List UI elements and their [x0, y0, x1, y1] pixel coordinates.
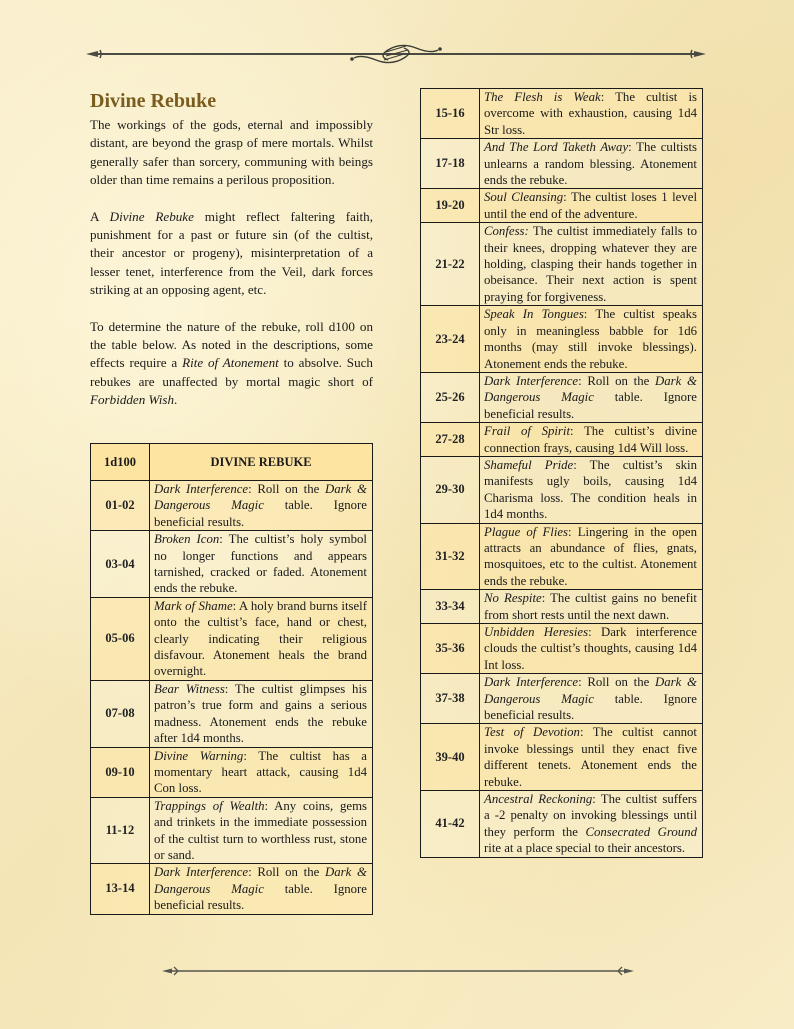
effect-name: Bear Witness — [154, 681, 225, 696]
effect-text-tail: rite at a place special to their ancestors. — [484, 841, 686, 856]
effect-name: Shameful Pride — [484, 457, 574, 472]
roll-range-cell: 35-36 — [421, 624, 480, 674]
table-row — [91, 747, 373, 797]
roll-range-cell: 27-28 — [421, 423, 480, 457]
table-row — [421, 89, 703, 139]
effect-name: Dark Interference — [484, 373, 579, 388]
effect-description-cell — [480, 523, 703, 590]
effect-name: Frail of Spirit — [484, 424, 571, 439]
effect-description-cell — [150, 481, 373, 531]
effect-description-cell — [480, 139, 703, 189]
effect-reference: Dark & Dangerous Magic — [154, 482, 368, 513]
effect-name: Dark Interference — [154, 865, 249, 880]
effect-description-cell — [150, 597, 373, 680]
table-row — [421, 139, 703, 189]
effect-text: : The cultists unlearns a random blessing. Atonement ends the rebuke. — [484, 140, 697, 188]
effect-description-cell — [480, 724, 703, 791]
table-row — [421, 674, 703, 724]
effect-name: Ancestral Reckoning — [484, 792, 593, 807]
effect-description-cell — [480, 189, 703, 223]
effect-description-cell — [150, 747, 373, 797]
effect-description-cell — [480, 372, 703, 422]
effect-name: The Flesh is Weak — [484, 90, 601, 104]
roll-range-cell: 31-32 — [421, 523, 480, 590]
effect-name: Dark Interference — [154, 482, 249, 496]
table-row — [91, 864, 373, 914]
roll-range-cell: 11-12 — [91, 797, 150, 864]
effect-name: Speak In Tongues — [484, 307, 584, 322]
effect-text-tail: table. Ignore beneficial results. — [154, 498, 367, 529]
roll-range-cell: 21-22 — [421, 223, 480, 306]
effect-text: : The cultist speaks only in meaningless babble for 1d6 months (may still invoke blessings). Atonement ends the rebuke. — [484, 307, 697, 371]
intro-paragraph: The workings of the gods, eternal and impossibly distant, are beyond the grasp of mere mortals. Whilst generally safer than sorcery, communing with beings older than time remains a perilous proposition. — [90, 117, 373, 188]
table-row — [91, 481, 373, 531]
table-row — [421, 372, 703, 422]
table-row — [421, 223, 703, 306]
effect-description-cell — [150, 864, 373, 914]
text-span: To determine the nature of the rebuke, roll d100 on the table below. As noted in the descriptions, some effects require a — [90, 318, 373, 371]
table-row — [421, 306, 703, 373]
table-row — [91, 680, 373, 747]
effect-text-tail: table. Ignore beneficial results. — [484, 390, 697, 421]
effect-description-cell — [480, 223, 703, 306]
effect-name: Divine Warning — [154, 748, 244, 763]
roll-range-cell: 03-04 — [91, 531, 150, 598]
effect-text-tail: table. Ignore beneficial results. — [154, 881, 367, 913]
effect-description-cell — [150, 680, 373, 747]
roll-instructions-paragraph — [90, 318, 373, 410]
roll-range-cell: 05-06 — [91, 597, 150, 680]
roll-range-cell: 23-24 — [421, 306, 480, 373]
table-row — [421, 724, 703, 791]
effect-name: Unbidden Heresies — [484, 625, 589, 639]
effect-name: Dark Interference — [484, 675, 579, 690]
effect-description-cell — [480, 89, 703, 139]
effect-text: The cultist immediately falls to their knees, dropping whatever they are holding, clasping their hands together in obeisance. Their next action is spent praying for forgiveness. — [484, 224, 697, 304]
effect-description-cell — [480, 590, 703, 624]
table-row — [91, 531, 373, 598]
table-row — [421, 423, 703, 457]
effect-description-cell — [480, 674, 703, 724]
text-span: to absolve. Such rebukes are unaffected by mortal magic short of — [90, 355, 373, 389]
table-row — [421, 590, 703, 624]
effect-text: : Roll on the — [248, 865, 326, 880]
table-body — [421, 89, 703, 858]
roll-range-cell: 41-42 — [421, 791, 480, 858]
effect-text: : The cultist suffers a -2 penalty on invoking blessings until they perform the — [484, 792, 697, 839]
table-row — [421, 523, 703, 590]
table-body — [91, 481, 373, 915]
effect-name: Soul Cleansing — [484, 190, 564, 205]
roll-range-cell: 17-18 — [421, 139, 480, 189]
effect-name: And The Lord Taketh Away — [484, 140, 629, 155]
effect-text: : Roll on the — [578, 675, 656, 690]
page-title: Divine Rebuke — [90, 90, 217, 112]
effect-name: Test of Devotion — [484, 725, 580, 740]
italic-term: Forbidden Wish — [90, 392, 175, 408]
effect-name: Mark of Shame — [154, 598, 233, 613]
effect-text: : The cultist’s divine connection frays, causing 1d4 Will loss. — [484, 424, 697, 455]
roll-range-cell: 15-16 — [421, 89, 480, 139]
effect-name: No Respite — [484, 591, 542, 606]
effect-description-cell — [480, 306, 703, 373]
column-header-roll: 1d100 — [91, 444, 150, 481]
table-row — [91, 597, 373, 680]
text-span: . — [174, 392, 178, 408]
text-span: A — [90, 208, 110, 224]
effect-name: Plague of Flies — [484, 524, 569, 539]
roll-range-cell: 13-14 — [91, 864, 150, 914]
effect-name: Broken Icon — [154, 532, 220, 547]
roll-range-cell: 01-02 — [91, 481, 150, 531]
table-row — [421, 189, 703, 223]
effect-text: : Lingering in the open attracts an abundance of flies, gnats, mosquitoes, etc to the cultist. Atonement ends the rebuke. — [484, 524, 697, 588]
roll-range-cell: 29-30 — [421, 456, 480, 523]
table-row — [421, 456, 703, 523]
effect-text: : Any coins, gems and trinkets in the immediate possession of the cultist turn to worthless rust, stone or sand. — [154, 798, 368, 862]
effect-reference: Dark & Dangerous Magic — [484, 675, 698, 706]
effect-text-tail: table. Ignore beneficial results. — [484, 691, 697, 723]
roll-range-cell: 37-38 — [421, 674, 480, 724]
italic-term: Rite of Atonement — [182, 355, 279, 371]
effect-description-cell — [480, 791, 703, 858]
effect-description-cell — [480, 456, 703, 523]
effect-reference: Consecrated Ground — [585, 824, 697, 839]
effect-name: Trappings of Wealth — [154, 798, 265, 813]
table-row — [421, 624, 703, 674]
effect-text: : The cultist glimpses his patron’s true form and gains a serious madness. Atonement ends the rebuke after 1d4 months. — [154, 681, 367, 746]
effect-text: : Roll on the — [248, 482, 326, 496]
text-span: might reflect faltering faith, punishment for a past or future sin (of the cultist, their ancestor or progeny), misinterpretation of a lesser tenet, interference from the Veil, dark forces striking at an opposing agent, etc. — [90, 208, 374, 298]
effect-text: : The cultist’s skin manifests ugly boils, causing 1d4 Charisma loss. The condition heals in 1d4 months. — [484, 457, 697, 522]
roll-range-cell: 09-10 — [91, 747, 150, 797]
divine-rebuke-table-part-2 — [420, 88, 703, 858]
effect-text: : The cultist loses 1 level until the end of the adventure. — [484, 190, 697, 221]
arrow-divider-icon — [162, 962, 634, 980]
table-header-row — [91, 444, 373, 481]
roll-range-cell: 07-08 — [91, 680, 150, 747]
effect-description-cell — [150, 531, 373, 598]
effect-text: : The cultist is overcome with exhaustion, causing 1d4 Str loss. — [484, 90, 697, 137]
effect-reference: Dark & Dangerous Magic — [484, 373, 698, 405]
table-row — [91, 797, 373, 864]
effect-text: : The cultist has a momentary heart attack, causing 1d4 Con loss. — [154, 748, 367, 796]
rebuke-description-paragraph — [90, 208, 373, 300]
effect-text: : The cultist cannot invoke blessings until they enact five different tenets. Atonement ends the rebuke. — [484, 725, 697, 789]
roll-range-cell: 25-26 — [421, 372, 480, 422]
intro-section — [90, 88, 373, 428]
effect-text: : A holy brand burns itself onto the cultist’s face, hand or chest, clearly indicating their religious disfavour. Atonement heals the brand overnight. — [154, 598, 367, 679]
ornamental-divider-icon — [86, 40, 706, 70]
column-header-rebuke: DIVINE REBUKE — [150, 444, 373, 481]
roll-range-cell: 33-34 — [421, 590, 480, 624]
effect-name: Confess: — [484, 224, 529, 239]
effect-description-cell — [480, 423, 703, 457]
effect-description-cell — [150, 797, 373, 864]
effect-reference: Dark & Dangerous Magic — [154, 865, 368, 896]
table-row — [421, 791, 703, 858]
effect-text: : Dark interference clouds the cultist’s thoughts, causing 1d4 Int loss. — [484, 625, 697, 672]
italic-term: Divine Rebuke — [109, 208, 194, 224]
divine-rebuke-table-part-1 — [90, 443, 373, 915]
roll-range-cell: 39-40 — [421, 724, 480, 791]
effect-text: : The cultist gains no benefit from short rests until the next dawn. — [484, 591, 697, 622]
roll-range-cell: 19-20 — [421, 189, 480, 223]
effect-description-cell — [480, 624, 703, 674]
effect-text: : The cultist’s holy symbol no longer functions and appears tarnished, cracked or faded. Atonement ends the rebuke. — [154, 532, 367, 596]
effect-text: : Roll on the — [578, 373, 656, 388]
